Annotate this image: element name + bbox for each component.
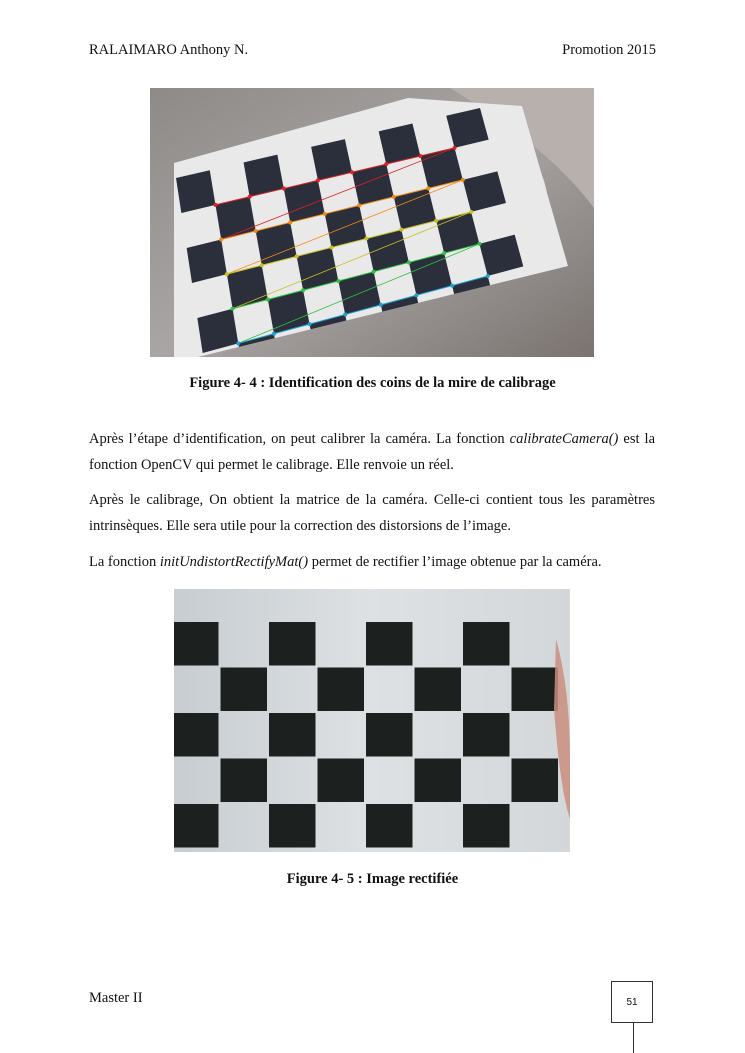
- corner-point: [350, 170, 354, 174]
- corner-point: [407, 260, 411, 264]
- paragraph-1-text-a: Après l’étape d’identification, on peut calibrer la caméra. La fonction: [89, 431, 510, 447]
- corner-point: [231, 307, 235, 311]
- corner-point: [288, 220, 292, 224]
- rectified-square: [415, 759, 462, 803]
- rectified-square: [415, 668, 462, 712]
- corner-point: [426, 186, 430, 190]
- figure-calibration-corners-image: [150, 88, 594, 357]
- page-number: 51: [626, 996, 638, 1008]
- rectified-square: [318, 759, 365, 803]
- corner-point: [301, 288, 305, 292]
- corner-point: [392, 195, 396, 199]
- rectified-square: [512, 759, 559, 803]
- corner-point: [450, 284, 454, 288]
- rectified-square: [174, 713, 219, 757]
- rectified-square: [463, 622, 510, 666]
- corner-point: [434, 219, 438, 223]
- paragraph-1: [89, 426, 655, 478]
- rectified-photo-graphic: [174, 589, 570, 852]
- header-promotion: Promotion 2015: [562, 42, 656, 58]
- corner-point: [384, 162, 388, 166]
- rectified-square: [174, 622, 219, 666]
- corner-point: [461, 178, 465, 182]
- corner-point: [236, 341, 240, 345]
- figure-caption-2: Figure 4- 5 : Image rectifiée: [286, 871, 459, 887]
- rectified-square: [269, 622, 316, 666]
- corner-point: [336, 279, 340, 283]
- corner-point: [260, 263, 264, 267]
- corner-point: [486, 274, 490, 278]
- corner-point: [372, 270, 376, 274]
- corner-point: [248, 195, 252, 199]
- figure-rectified-image: [174, 589, 570, 852]
- rectified-square: [366, 622, 413, 666]
- paragraph-2: Après le calibrage, On obtient la matrice de la caméra. Celle-ci contient tous les paramètres intrinsèques. Elle sera utile pour la correction des distorsions de l’image.: [89, 492, 655, 534]
- corner-point: [477, 242, 481, 246]
- page-number-divider: [633, 1023, 634, 1053]
- corner-point: [330, 245, 334, 249]
- calibration-photo-graphic: [150, 88, 594, 357]
- page-number-box: [611, 981, 653, 1023]
- figure-caption-1: Figure 4- 4 : Identification des coins de la mire de calibrage: [189, 375, 556, 391]
- paragraph-3: [89, 549, 655, 575]
- corner-point: [469, 210, 473, 214]
- rectified-square: [269, 804, 316, 848]
- corner-point: [323, 212, 327, 216]
- header-author: RALAIMARO Anthony N.: [89, 42, 249, 58]
- rectified-square: [221, 759, 268, 803]
- corner-point: [418, 154, 422, 158]
- corner-point: [254, 229, 258, 233]
- corner-point: [357, 203, 361, 207]
- function-calibrate-camera: calibrateCamera(): [509, 431, 619, 447]
- corner-point: [219, 237, 223, 241]
- paragraph-1-text-b: est la fonction OpenCV qui permet le calibrage. Elle renvoie un réel.: [89, 431, 655, 473]
- rectified-square: [221, 668, 268, 712]
- corner-point: [414, 293, 418, 297]
- rectified-square: [269, 713, 316, 757]
- corner-point: [225, 272, 229, 276]
- corner-point: [295, 254, 299, 258]
- corner-point: [308, 322, 312, 326]
- corner-point: [442, 251, 446, 255]
- function-init-undistort: initUndistortRectifyMat(): [159, 554, 309, 570]
- paragraph-3-text-a: La fonction: [89, 554, 160, 570]
- corner-point: [379, 303, 383, 307]
- corner-point: [343, 312, 347, 316]
- corner-point: [272, 332, 276, 336]
- paragraph-3-text-b: permet de rectifier l’image obtenue par la caméra.: [308, 554, 602, 570]
- corner-point: [316, 178, 320, 182]
- corner-point: [213, 203, 217, 207]
- corner-point: [266, 297, 270, 301]
- rectified-square: [512, 668, 559, 712]
- rectified-square: [174, 804, 219, 848]
- rectified-square: [463, 804, 510, 848]
- rectified-square: [366, 804, 413, 848]
- footer-label: Master II: [89, 990, 143, 1006]
- rectified-square: [463, 713, 510, 757]
- rectified-square: [366, 713, 413, 757]
- corner-point: [282, 187, 286, 191]
- corner-point: [364, 237, 368, 241]
- corner-point: [453, 146, 457, 150]
- corner-point: [399, 228, 403, 232]
- rectified-square: [318, 668, 365, 712]
